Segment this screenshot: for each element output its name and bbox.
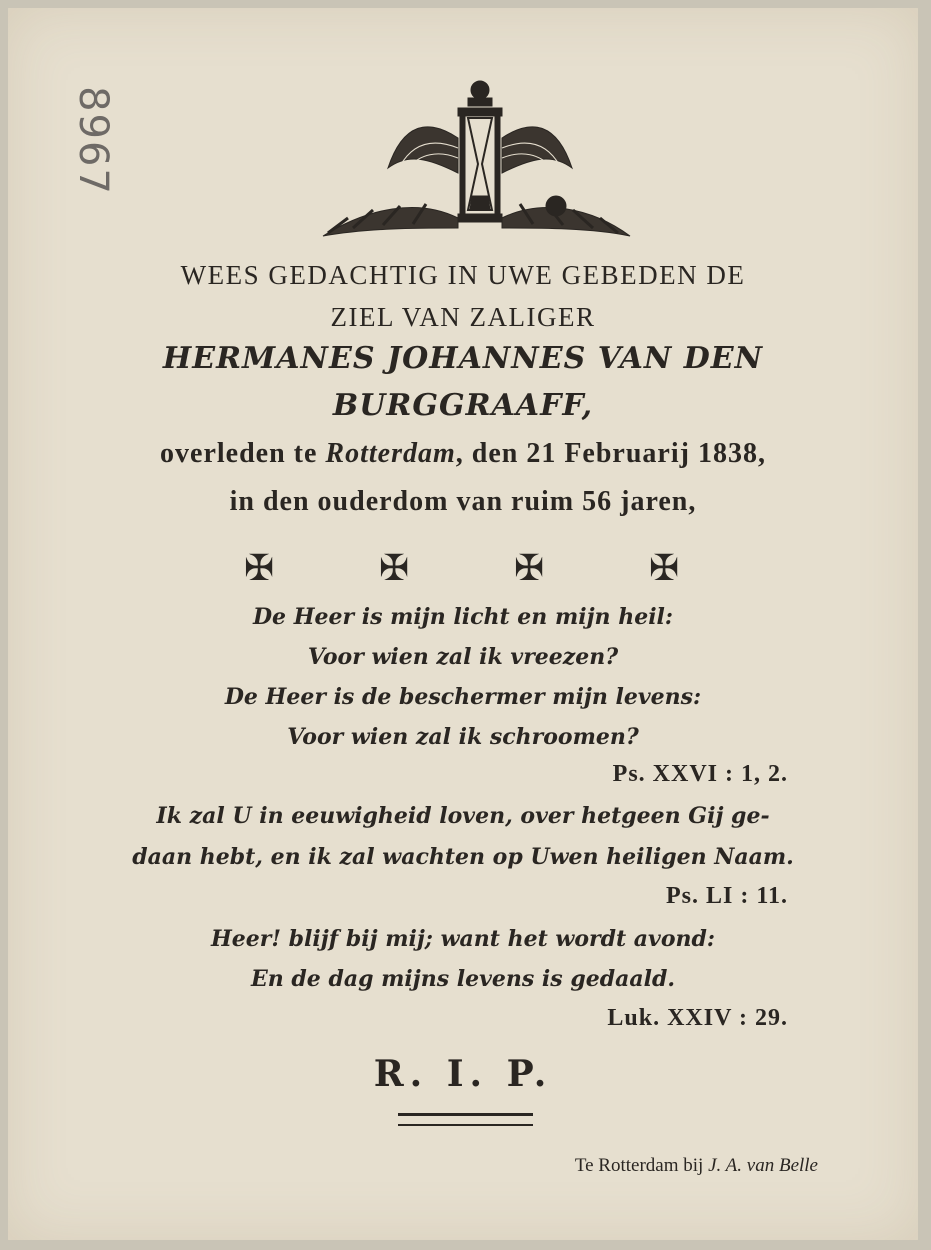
scripture-reference: Ps. LI : 11. (665, 883, 788, 909)
deceased-name-line-2: BURGGRAAFF, (332, 388, 594, 423)
double-rule-divider (398, 1113, 533, 1126)
death-place: Rotterdam (325, 438, 456, 469)
verse-line: Voor wien zal ik vreezen? (307, 644, 619, 670)
verse-line: De Heer is de beschermer mijn levens: (224, 684, 702, 710)
death-prefix: overleden te (160, 438, 326, 469)
death-date: , den 21 Februarij 1838, (455, 438, 766, 469)
verse-line: Heer! blijf bij mij; want het wordt avond: (210, 926, 716, 952)
handwritten-catalog-number: 8967 (69, 86, 116, 196)
winged-hourglass-emblem-icon (308, 78, 638, 253)
verse-line: daan hebt, en ik zal wachten op Uwen heiligen Naam. (132, 844, 794, 870)
heading-line-1: WEES GEDACHTIG IN UWE GEBEDEN DE (180, 260, 746, 290)
verse-line: Ik zal U in eeuwigheid loven, over hetgeen Gij ge- (156, 803, 770, 829)
rip-text: R. I. P. (373, 1053, 553, 1095)
scripture-reference: Ps. XXVI : 1, 2. (612, 761, 788, 787)
cross-icon: ✠ (514, 548, 545, 589)
cross-icon: ✠ (649, 548, 680, 589)
printer-name: J. A. van Belle (708, 1155, 818, 1176)
scripture-reference: Luk. XXIV : 29. (607, 1005, 788, 1031)
verse-line: Voor wien zal ik schroomen? (287, 724, 639, 750)
cross-icon: ✠ (379, 548, 410, 589)
deceased-name-line-1: HERMANES JOHANNES VAN DEN (162, 341, 764, 376)
printer-prefix: Te Rotterdam bij (574, 1155, 709, 1176)
memorial-card (8, 8, 918, 1240)
death-details (8, 438, 918, 470)
verse-line: De Heer is mijn licht en mijn heil: (252, 604, 674, 630)
cross-icon: ✠ (244, 548, 275, 589)
crosses-row (8, 548, 918, 598)
printer-imprint (8, 1155, 818, 1177)
heading-line-2: ZIEL VAN ZALIGER (330, 302, 596, 332)
age-line: in den ouderdom van ruim 56 jaren, (229, 486, 697, 517)
verse-line: En de dag mijns levens is gedaald. (250, 966, 676, 992)
